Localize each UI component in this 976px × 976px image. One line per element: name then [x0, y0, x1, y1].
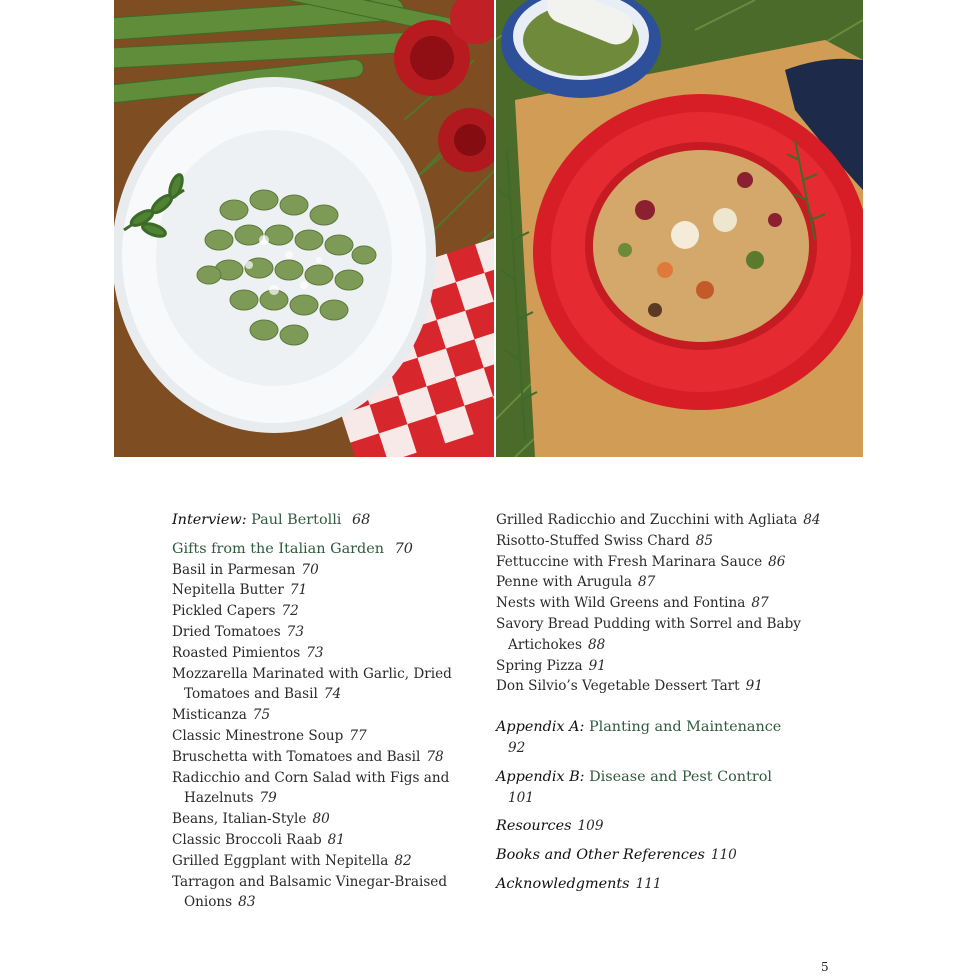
- interview-page: 68: [352, 512, 371, 528]
- appendix-b-page: 101: [508, 789, 534, 806]
- toc-entry[interactable]: [172, 664, 472, 706]
- minestrone-photo: [495, 0, 863, 457]
- entry-title: Radicchio and Corn Salad with Figs and Hazelnuts: [172, 769, 450, 807]
- entry-page: 110: [710, 847, 737, 864]
- entry-title: Penne with Arugula: [496, 574, 632, 591]
- entry-title: Acknowledgments: [496, 875, 630, 892]
- toc-right-entries: [496, 510, 826, 697]
- toc-entry[interactable]: [172, 560, 472, 581]
- entry-title: Bruschetta with Tomatoes and Basil: [172, 748, 421, 765]
- toc-entry[interactable]: [496, 531, 826, 552]
- toc-entry[interactable]: [496, 845, 826, 866]
- toc-entry[interactable]: [172, 809, 472, 830]
- appendix-a-lead: Appendix A:: [496, 719, 585, 736]
- toc-entry[interactable]: [172, 705, 472, 726]
- entry-page: 82: [394, 852, 412, 869]
- toc-entry[interactable]: [496, 552, 826, 573]
- entry-page: 109: [577, 818, 604, 835]
- toc-entry[interactable]: [172, 768, 472, 810]
- entry-title: Classic Minestrone Soup: [172, 727, 344, 744]
- entry-title: Resources: [496, 818, 572, 835]
- entry-title: Don Silvio’s Vegetable Dessert Tart: [496, 678, 740, 695]
- entry-title: Roasted Pimientos: [172, 644, 301, 661]
- entry-page: 78: [426, 748, 444, 765]
- toc-entry[interactable]: [172, 580, 472, 601]
- entry-page: 111: [635, 875, 662, 892]
- entry-page: 74: [323, 686, 342, 703]
- toc-interview[interactable]: [172, 510, 472, 531]
- entry-page: 87: [637, 574, 656, 591]
- toc-entry[interactable]: [172, 601, 472, 622]
- interview-lead: Interview:: [172, 512, 247, 528]
- toc-entry[interactable]: [172, 872, 472, 914]
- entry-title: Basil in Parmesan: [172, 561, 296, 578]
- entry-title: Savory Bread Pudding with Sorrel and Baby Artichokes: [496, 615, 801, 653]
- interview-name: Paul Bertolli: [251, 512, 342, 528]
- entry-page: 75: [252, 707, 271, 724]
- toc-entry[interactable]: [496, 874, 826, 895]
- appendix-a-page: 92: [508, 739, 526, 756]
- entry-page: 79: [259, 790, 277, 807]
- toc-entry[interactable]: [496, 510, 826, 531]
- entry-page: 91: [745, 678, 763, 695]
- entry-page: 86: [768, 553, 786, 570]
- entry-title: Nests with Wild Greens and Fontina: [496, 595, 746, 612]
- entry-title: Grilled Eggplant with Nepitella: [172, 852, 389, 869]
- entry-page: 73: [286, 623, 304, 640]
- toc-resources: [496, 816, 826, 894]
- entry-title: Fettuccine with Fresh Marinara Sauce: [496, 553, 763, 570]
- toc-left-entries: [172, 560, 472, 914]
- toc-entry[interactable]: [496, 676, 826, 697]
- entry-page: 80: [312, 811, 330, 828]
- toc-section-heading[interactable]: [172, 539, 472, 560]
- page-number: 5: [821, 960, 829, 974]
- toc-entry[interactable]: [172, 643, 472, 664]
- entry-page: 77: [349, 727, 367, 744]
- entry-page: 83: [238, 894, 256, 911]
- toc-entry[interactable]: [496, 656, 826, 677]
- entry-title: Tarragon and Balsamic Vinegar-Braised Onions: [172, 873, 448, 911]
- toc-appendix-a[interactable]: [496, 717, 826, 738]
- toc-entry[interactable]: [172, 622, 472, 643]
- entry-page: 73: [306, 644, 324, 661]
- entry-title: Spring Pizza: [496, 657, 583, 674]
- entry-page: 88: [587, 636, 606, 653]
- toc-left-column: [172, 510, 472, 913]
- entry-page: 70: [301, 561, 319, 578]
- toc-entry[interactable]: [496, 593, 826, 614]
- entry-title: Books and Other References: [496, 847, 705, 864]
- entry-title: Misticanza: [172, 707, 247, 724]
- toc-right-column: [496, 510, 826, 895]
- entry-title: Risotto-Stuffed Swiss Chard: [496, 532, 690, 549]
- food-photographs: [114, 0, 863, 457]
- entry-page: 81: [327, 831, 345, 848]
- toc-entry[interactable]: [172, 851, 472, 872]
- photo-spread: [114, 0, 863, 457]
- entry-page: 85: [695, 532, 714, 549]
- section-title: Gifts from the Italian Garden: [172, 540, 385, 557]
- toc-appendix-b[interactable]: [496, 767, 826, 788]
- entry-page: 71: [289, 582, 308, 599]
- entry-title: Pickled Capers: [172, 603, 276, 620]
- toc-entry[interactable]: [172, 830, 472, 851]
- toc-entry[interactable]: [496, 614, 826, 656]
- entry-title: Grilled Radicchio and Zucchini with Agliata: [496, 512, 798, 528]
- entry-title: Beans, Italian-Style: [172, 811, 307, 828]
- appendix-b-lead: Appendix B:: [496, 768, 585, 785]
- toc-entry[interactable]: [496, 572, 826, 593]
- entry-title: Dried Tomatoes: [172, 623, 281, 640]
- entry-title: Mozzarella Marinated with Garlic, Dried Tomatoes and Basil: [172, 665, 452, 703]
- toc-entry[interactable]: [172, 726, 472, 747]
- entry-title: Classic Broccoli Raab: [172, 831, 322, 848]
- section-page: 70: [394, 540, 413, 557]
- toc-entry[interactable]: [172, 747, 472, 768]
- entry-page: 84: [803, 512, 821, 528]
- toc-entry[interactable]: [496, 816, 826, 837]
- entry-title: Nepitella Butter: [172, 582, 284, 599]
- entry-page: 87: [751, 595, 769, 612]
- appendix-b-title: Disease and Pest Control: [589, 768, 773, 785]
- entry-page: 91: [588, 657, 606, 674]
- entry-page: 72: [281, 603, 299, 620]
- appendix-a-title: Planting and Maintenance: [588, 719, 782, 736]
